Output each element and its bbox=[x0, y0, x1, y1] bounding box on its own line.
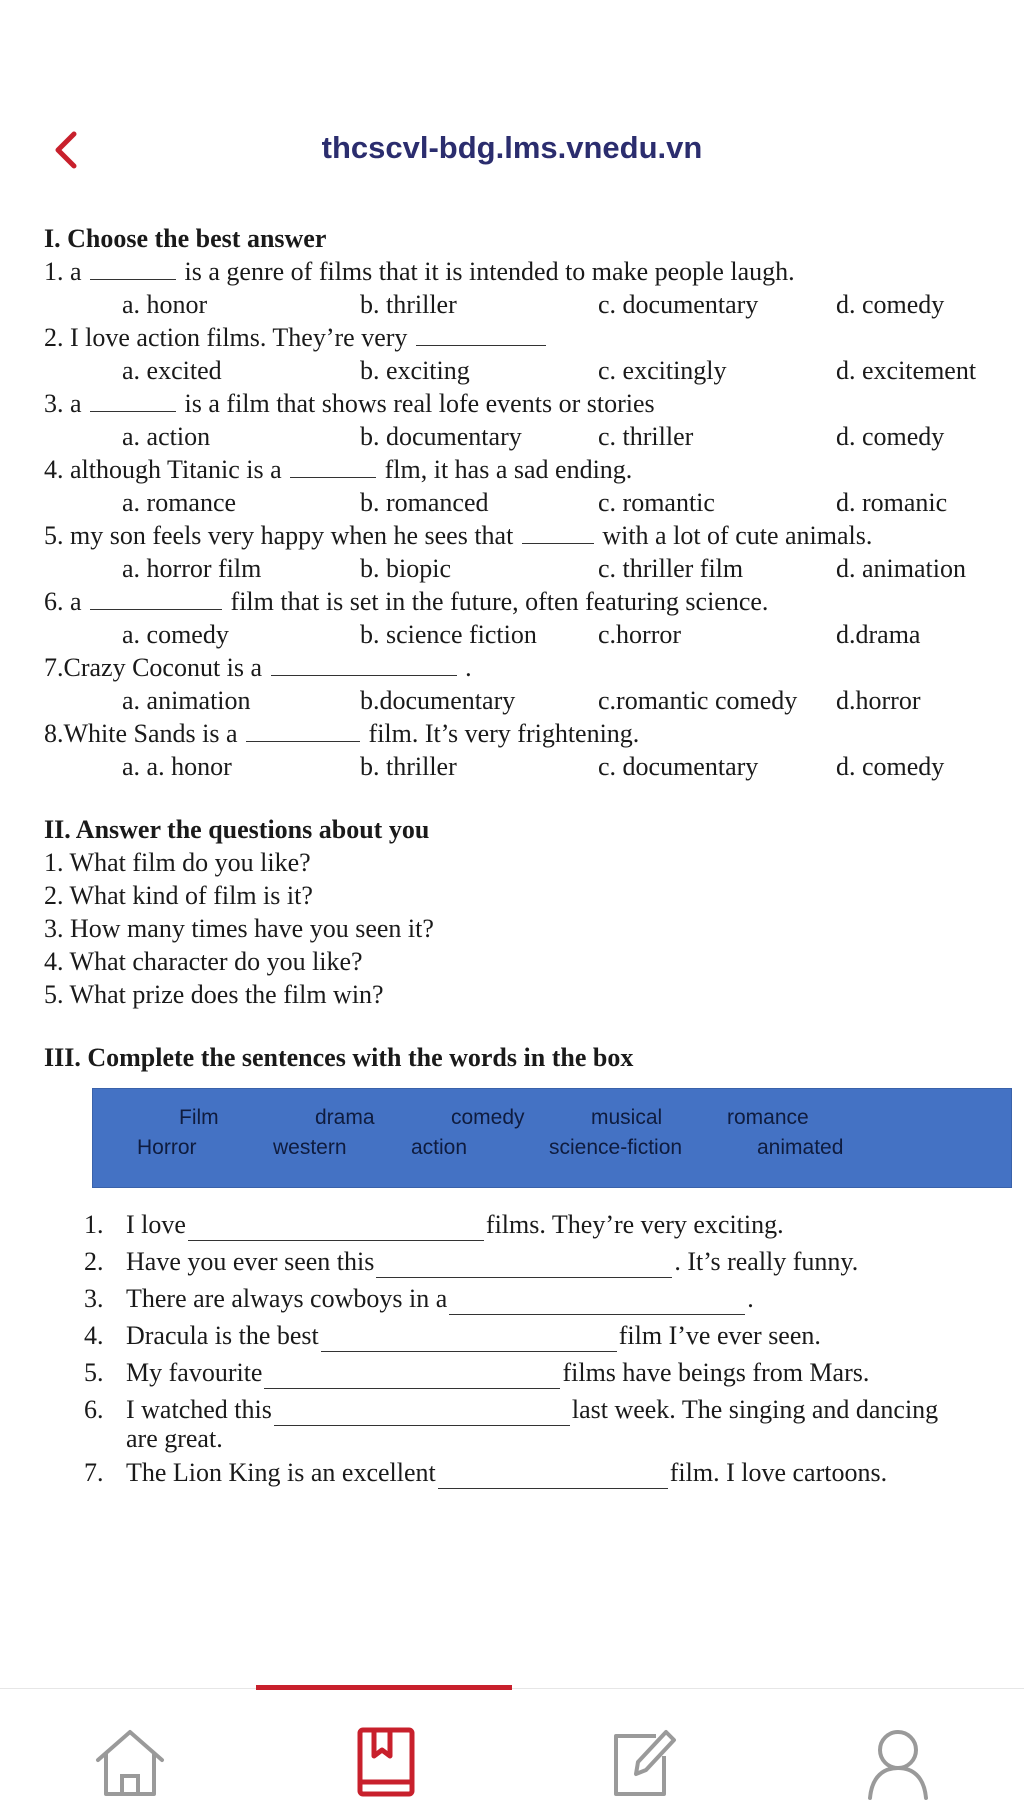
bottom-nav-divider bbox=[0, 1688, 1024, 1689]
answer-options bbox=[44, 288, 1004, 321]
answer-option[interactable]: a. a. honor bbox=[122, 752, 232, 781]
answer-option[interactable]: b. documentary bbox=[360, 422, 522, 451]
nav-home[interactable] bbox=[90, 1722, 170, 1802]
question-text: 2. I love action films. They’re very bbox=[44, 323, 408, 352]
question bbox=[44, 717, 1004, 750]
answer-option[interactable]: d. comedy bbox=[836, 290, 945, 319]
answer-option[interactable]: d.horror bbox=[836, 686, 921, 715]
sentence-text: Dracula is the best bbox=[126, 1321, 319, 1350]
answer-blank[interactable] bbox=[264, 1366, 560, 1389]
answer-options bbox=[44, 420, 1004, 453]
answer-option[interactable]: c. documentary bbox=[598, 752, 759, 781]
sentence bbox=[44, 1278, 1004, 1315]
answer-options bbox=[44, 618, 1004, 651]
answer-option[interactable]: c.horror bbox=[598, 620, 682, 649]
edit-icon bbox=[602, 1722, 682, 1802]
question-item: 2. What kind of film is it? bbox=[44, 881, 313, 910]
question bbox=[44, 453, 1004, 486]
word-box bbox=[92, 1088, 1012, 1188]
worksheet bbox=[44, 222, 1004, 1489]
answer-option[interactable]: d. comedy bbox=[836, 752, 945, 781]
sentence bbox=[44, 1315, 1004, 1352]
section3-sentences bbox=[44, 1204, 1004, 1489]
sentence bbox=[44, 1204, 1004, 1241]
top-bar bbox=[0, 110, 1024, 190]
sentence-number: 2. bbox=[84, 1247, 104, 1276]
answer-blank[interactable] bbox=[449, 1292, 745, 1315]
box-word: romance bbox=[727, 1106, 809, 1129]
box-word: science-fiction bbox=[549, 1136, 683, 1159]
answer-option[interactable]: d. excitement bbox=[836, 356, 977, 385]
answer-option[interactable]: c. documentary bbox=[598, 290, 759, 319]
answer-option[interactable]: b. exciting bbox=[360, 356, 470, 385]
answer-option[interactable]: b. romanced bbox=[360, 488, 489, 517]
sentence-number: 1. bbox=[84, 1210, 104, 1239]
answer-options bbox=[44, 552, 1004, 585]
box-word: animated bbox=[757, 1136, 844, 1159]
sentence-text: film I’ve ever seen. bbox=[618, 1321, 821, 1350]
answer-option[interactable]: a. romance bbox=[122, 488, 237, 517]
answer-blank[interactable] bbox=[321, 1329, 617, 1352]
answer-blank[interactable] bbox=[90, 257, 176, 280]
answer-option[interactable]: b. biopic bbox=[360, 554, 451, 583]
answer-option[interactable]: d. comedy bbox=[836, 422, 945, 451]
answer-option[interactable]: a. animation bbox=[122, 686, 251, 715]
answer-option[interactable]: c. romantic bbox=[598, 488, 715, 517]
box-word: action bbox=[411, 1136, 468, 1159]
question-text: with a lot of cute animals. bbox=[602, 521, 873, 550]
answer-blank[interactable] bbox=[290, 455, 376, 478]
box-word: Horror bbox=[137, 1136, 197, 1159]
sentence-text: films have beings from Mars. bbox=[562, 1358, 870, 1387]
answer-option[interactable]: a. action bbox=[122, 422, 211, 451]
sentence-text: My favourite bbox=[126, 1358, 263, 1387]
sentence bbox=[44, 1241, 1004, 1278]
question-text: is a genre of films that it is intended to make people laugh. bbox=[184, 257, 795, 286]
question-text: is a film that shows real lofe events or stories bbox=[184, 389, 655, 418]
answer-options bbox=[44, 684, 1004, 717]
question-item: 3. How many times have you seen it? bbox=[44, 914, 434, 943]
answer-options bbox=[44, 354, 1004, 387]
box-word: musical bbox=[591, 1106, 663, 1129]
sentence-text: films. They’re very exciting. bbox=[485, 1210, 784, 1239]
answer-option[interactable]: c. thriller film bbox=[598, 554, 744, 583]
sentence bbox=[44, 1452, 1004, 1489]
answer-option[interactable]: b.documentary bbox=[360, 686, 516, 715]
question bbox=[44, 651, 1004, 684]
home-icon bbox=[90, 1722, 170, 1802]
sentence-number: 6. bbox=[84, 1395, 104, 1424]
sentence-text: Have you ever seen this bbox=[126, 1247, 375, 1276]
question-text: film that is set in the future, often featuring science. bbox=[230, 587, 769, 616]
sentence-text: . bbox=[747, 1284, 754, 1313]
answer-option[interactable]: b. thriller bbox=[360, 752, 457, 781]
sentence bbox=[44, 1352, 1004, 1389]
sentence-number: 5. bbox=[84, 1358, 104, 1387]
answer-option[interactable]: a. excited bbox=[122, 356, 222, 385]
answer-option[interactable]: c. thriller bbox=[598, 422, 694, 451]
sentence-text: The Lion King is an excellent bbox=[126, 1458, 436, 1487]
sentence-number: 4. bbox=[84, 1321, 104, 1350]
question bbox=[44, 255, 1004, 288]
question-item: 5. What prize does the film win? bbox=[44, 980, 384, 1009]
sentence-continuation: are great. bbox=[126, 1424, 223, 1453]
section1-title: I. Choose the best answer bbox=[44, 224, 327, 253]
question bbox=[44, 387, 1004, 420]
section1-questions bbox=[44, 255, 1004, 783]
box-word: western bbox=[273, 1136, 347, 1159]
answer-blank[interactable] bbox=[271, 653, 457, 676]
answer-option[interactable]: a. honor bbox=[122, 290, 208, 319]
answer-blank[interactable] bbox=[376, 1255, 672, 1278]
question-text: 1. a bbox=[44, 257, 82, 286]
answer-options bbox=[44, 750, 1004, 783]
question-text: film. It’s very frightening. bbox=[368, 719, 640, 748]
user-icon bbox=[858, 1722, 938, 1802]
answer-blank[interactable] bbox=[188, 1218, 484, 1241]
question-text: 8.White Sands is a bbox=[44, 719, 238, 748]
answer-option[interactable]: d. animation bbox=[836, 554, 966, 583]
answer-option[interactable]: d.drama bbox=[836, 620, 921, 649]
nav-book[interactable] bbox=[346, 1722, 426, 1802]
answer-option[interactable]: a. horror film bbox=[122, 554, 262, 583]
sentence-text: film. I love cartoons. bbox=[669, 1458, 888, 1487]
question-text: 7.Crazy Coconut is a bbox=[44, 653, 263, 682]
question bbox=[44, 519, 1004, 552]
box-word: drama bbox=[315, 1106, 375, 1129]
sentence-text: last week. The singing and dancing bbox=[571, 1395, 939, 1424]
answer-option[interactable]: c. excitingly bbox=[598, 356, 727, 385]
question bbox=[44, 585, 1004, 618]
section2-questions bbox=[44, 846, 1004, 1011]
site-title: thcscvl-bdg.lms.vnedu.vn bbox=[321, 130, 703, 165]
answer-blank[interactable] bbox=[438, 1466, 668, 1489]
sentence-text: I love bbox=[126, 1210, 186, 1239]
active-tab-indicator bbox=[256, 1685, 512, 1690]
answer-blank[interactable] bbox=[522, 521, 594, 544]
question-text: 4. although Titanic is a bbox=[44, 455, 282, 484]
question bbox=[44, 321, 1004, 354]
word-box-row bbox=[93, 1131, 1011, 1161]
answer-blank[interactable] bbox=[90, 587, 222, 610]
question-text: flm, it has a sad ending. bbox=[384, 455, 633, 484]
section2-title: II. Answer the questions about you bbox=[44, 815, 430, 844]
sentence bbox=[44, 1389, 1004, 1426]
answer-option[interactable]: b. science fiction bbox=[360, 620, 537, 649]
box-word: Film bbox=[179, 1106, 219, 1129]
question-text: 3. a bbox=[44, 389, 82, 418]
question-item: 4. What character do you like? bbox=[44, 947, 363, 976]
answer-blank[interactable] bbox=[246, 719, 360, 742]
question-item: 1. What film do you like? bbox=[44, 848, 311, 877]
sentence-text: . It’s really funny. bbox=[674, 1247, 859, 1276]
sentence-number: 7. bbox=[84, 1458, 104, 1487]
answer-options bbox=[44, 486, 1004, 519]
box-word: comedy bbox=[451, 1106, 525, 1129]
answer-option[interactable]: d. romanic bbox=[836, 488, 948, 517]
sentence-text: There are always cowboys in a bbox=[126, 1284, 448, 1313]
answer-blank[interactable] bbox=[274, 1403, 570, 1426]
question-text: 6. a bbox=[44, 587, 82, 616]
sentence-text: I watched this bbox=[126, 1395, 272, 1424]
nav-profile[interactable] bbox=[858, 1722, 938, 1802]
answer-option[interactable]: a. comedy bbox=[122, 620, 229, 649]
answer-blank[interactable] bbox=[416, 323, 546, 346]
sentence-number: 3. bbox=[84, 1284, 104, 1313]
answer-blank[interactable] bbox=[90, 389, 176, 412]
word-box-row bbox=[93, 1101, 1011, 1131]
question-text: . bbox=[465, 653, 472, 682]
nav-edit[interactable] bbox=[602, 1722, 682, 1802]
answer-option[interactable]: b. thriller bbox=[360, 290, 457, 319]
book-icon bbox=[346, 1722, 426, 1802]
answer-option[interactable]: c.romantic comedy bbox=[598, 686, 798, 715]
section3-title: III. Complete the sentences with the words in the box bbox=[44, 1043, 634, 1072]
question-text: 5. my son feels very happy when he sees that bbox=[44, 521, 514, 550]
